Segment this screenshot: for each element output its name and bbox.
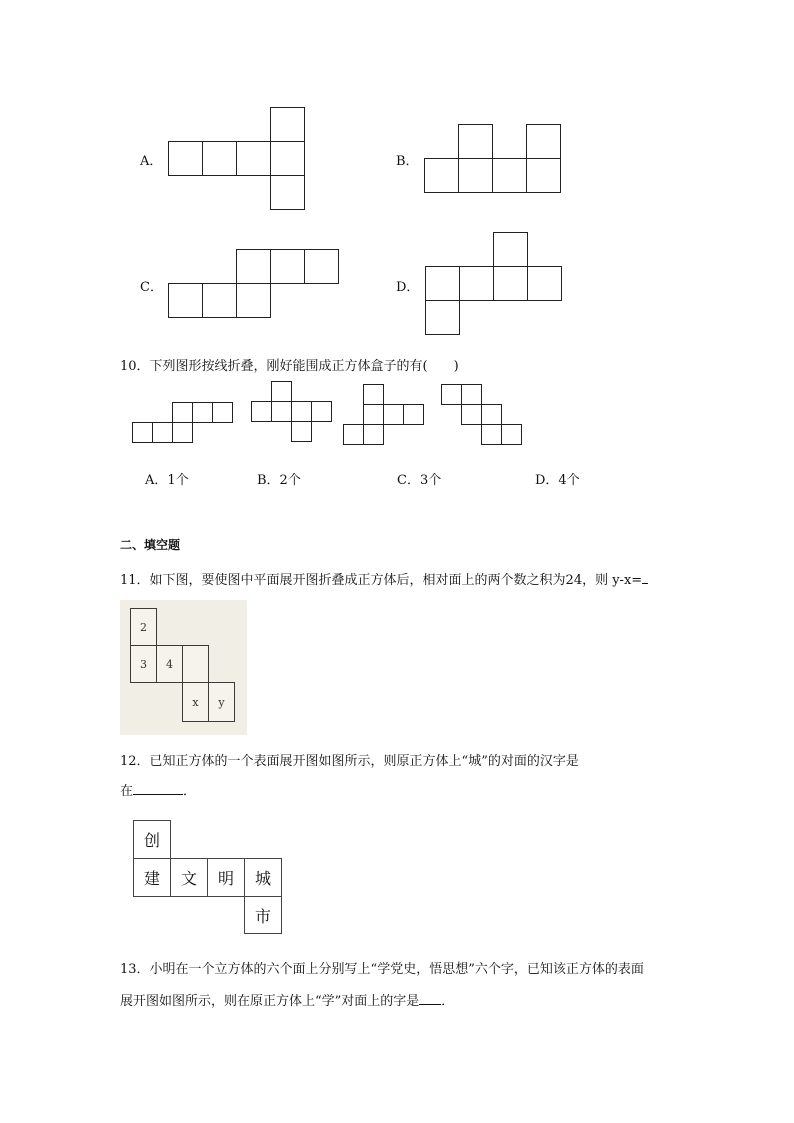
option-a-label: A． [140,154,163,169]
question-13-line1: 13．小明在一个立方体的六个面上分别写上“学党史，悟思想”六个字，已知该正方体的表面 [120,962,644,977]
q11-cell-blank [182,645,209,683]
q12-cell-ming: 明 [207,858,245,897]
q12-cell-jian: 建 [133,858,171,897]
q11-cell-2: 2 [130,608,157,646]
q12-cell-shi: 市 [244,896,282,934]
question-13-line2: 展开图如图所示，则在原正方体上“学”对面上的字是 ． [120,994,455,1009]
q10-option-a: A．1个 [145,473,189,488]
q11-figure [120,600,247,735]
option-b-label: B． [396,154,419,169]
q10-option-c: C．3个 [397,473,442,488]
q12-cell-wen: 文 [170,858,208,897]
question-12-line1: 12．已知正方体的一个表面展开图如图所示，则原正方体上“城”的对面的汉字是 [120,754,579,769]
q11-cell-y: y [208,682,235,722]
question-12-line2: 在 ． [120,784,197,799]
option-d-label: D． [396,280,420,295]
option-c-label: C． [140,280,163,295]
q11-cell-3: 3 [130,645,157,683]
section-title: 二、填空题 [120,538,181,552]
q12-cell-cheng: 城 [244,858,282,897]
q11-cell-4: 4 [156,645,183,683]
question-11-text: 11．如下图，要使图中平面展开图折叠成正方体后，相对面上的两个数之积为24，则 y-x= [120,569,648,588]
q10-option-d: D．4个 [535,473,580,488]
question-10-text: 10．下列图形按线折叠，刚好能围成正方体盒子的有( ) [120,359,459,374]
q10-option-b: B．2个 [257,473,301,488]
q12-cell-chuang: 创 [133,820,171,859]
q11-cell-x: x [182,682,209,722]
